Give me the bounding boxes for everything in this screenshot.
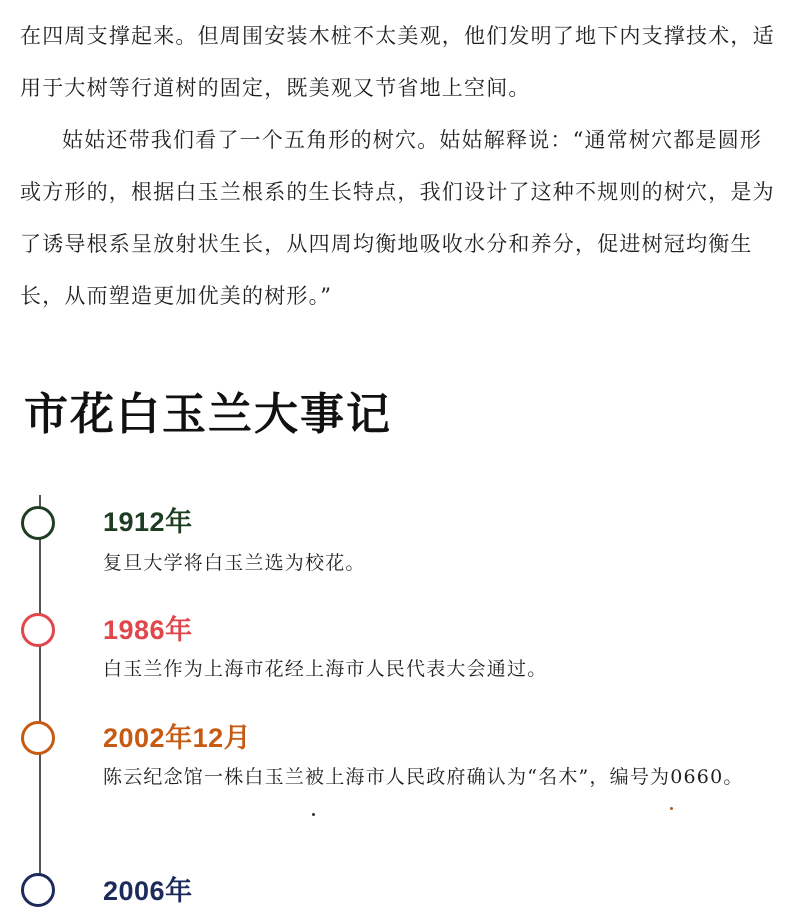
body-paragraph: 姑姑还带我们看了一个五角形的树穴。姑姑解释说：“通常树穴都是圆形或方形的，根据白玉兰根系的生长特点，我们设计了这种不规则的树穴，是为了诱导根系呈放射状生长，从四周均衡地吸收水分和养分，促进树冠均衡生长，从而塑造更加优美的树形。” [20, 128, 775, 308]
event-year: 2002年12月 [103, 723, 252, 753]
event-year: 1912年 [103, 507, 193, 537]
circle-marker-icon [21, 506, 55, 540]
event-description: 陈云纪念馆一株白玉兰被上海市人民政府确认为“名木”，编号为0660。 [103, 766, 744, 788]
body-paragraph: 在四周支撑起来。但周围安装木桩不太美观，他们发明了地下内支撑技术，适用于大树等行道树的固定，既美观又节省地上空间。 [20, 24, 775, 100]
section-title: 市花白玉兰大事记 [24, 389, 392, 440]
circle-marker-icon [21, 721, 55, 755]
circle-marker-icon [21, 613, 55, 647]
circle-marker-icon [21, 873, 55, 907]
event-description: 白玉兰作为上海市花经上海市人民代表大会通过。 [103, 658, 548, 680]
ink-speck [312, 813, 315, 816]
timeline-line [39, 495, 41, 904]
event-year: 1986年 [103, 615, 193, 645]
event-year: 2006年 [103, 876, 193, 906]
ink-speck [670, 807, 673, 810]
event-description: 复旦大学将白玉兰选为校花。 [103, 552, 366, 574]
